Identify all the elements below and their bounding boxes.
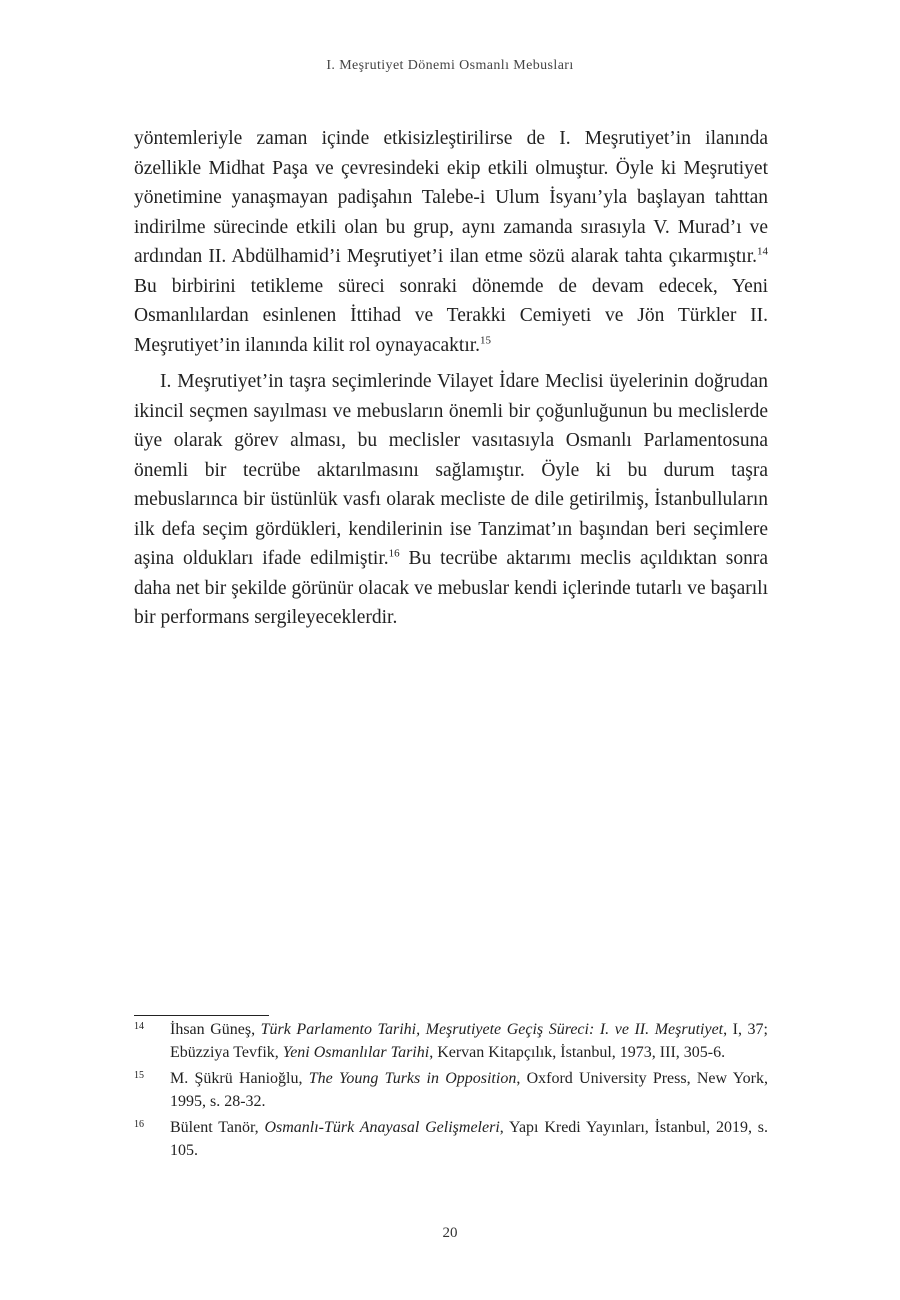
footnote-ref-16[interactable]: 16 — [388, 547, 400, 560]
page-number: 20 — [442, 1225, 458, 1241]
footnote-16 — [134, 1116, 768, 1162]
footnote-number: 16 — [134, 1119, 144, 1130]
footnote-title: Türk Parlamento Tarihi, Meşrutiyete Geçiş Süreci: I. ve II. Meşrutiyet — [260, 1021, 724, 1038]
body-text — [134, 124, 768, 633]
footnote-number: 14 — [134, 1021, 144, 1032]
footnote-number: 15 — [134, 1070, 144, 1081]
footnote-title: Osmanlı-Türk Anayasal Gelişmeleri — [264, 1119, 500, 1136]
footnote-title: Yeni Osmanlılar Tarihi — [282, 1044, 430, 1061]
paragraph-1-text-a: yöntemleriyle zaman içinde etkisizleştirilirse de I. Meşrutiyet’in ilanında özellikle Midhat Paşa ve çevresindeki ekip etkili olmuştur. Öyle ki Meşrutiyet yönetimine yanaşmayan padişahın Talebe-i Ulum İsyanı’yla başlayan tahttan indirilme sürecinde etkili olan bu grup, aynı zamanda sırasıyla V. Murad’ı ve ardından II. Abdülhamid’i Meşrutiyet’i ilan etme sözü alarak tahta çıkarmıştır. — [134, 128, 768, 267]
paragraph-1 — [134, 124, 768, 360]
footnote-15 — [134, 1067, 768, 1113]
paragraph-1-text-b: Bu birbirini tetikleme süreci sonraki dönemde de devam edecek, Yeni Osmanlılardan esinlenen İttihad ve Terakki Cemiyeti ve Jön Türkler II. Meşrutiyet’in ilanında kilit rol oynayacaktır. — [134, 275, 768, 356]
footnote-ref-15[interactable]: 15 — [480, 334, 492, 346]
footnote-author: İhsan Güneş, — [170, 1021, 261, 1038]
footnote-author: M. Şükrü Hanioğlu, — [170, 1070, 309, 1087]
footnote-text — [170, 1116, 768, 1162]
footnote-text — [170, 1018, 768, 1064]
running-head: I. Meşrutiyet Dönemi Osmanlı Mebusları — [326, 58, 574, 73]
footnote-text — [170, 1067, 768, 1113]
footnote-divider — [134, 1015, 269, 1016]
footnote-detail: , Oxford University Press, New York, 1995, s. 28-32. — [170, 1070, 768, 1110]
footnote-author: Bülent Tanör, — [170, 1119, 265, 1136]
footnote-detail: , Yapı Kredi Yayınları, İstanbul, 2019, s. 105. — [170, 1119, 769, 1159]
footnote-title: The Young Turks in Opposition — [308, 1070, 517, 1087]
footnote-detail: , Kervan Kitapçılık, İstanbul, 1973, III, 305-6. — [429, 1044, 726, 1061]
footnote-ref-14[interactable]: 14 — [757, 245, 768, 258]
footnote-14 — [134, 1018, 768, 1064]
paragraph-2 — [134, 367, 768, 633]
paragraph-2-text-b: Bu tecrübe aktarımı meclis açıldıktan sonra daha net bir şekilde görünür olacak ve mebuslar kendi içlerinde tutarlı ve başarılı bir performans sergileyeceklerdir. — [134, 548, 768, 628]
footnote-detail: , I, 37; Ebüzziya Tevfik, — [170, 1021, 769, 1061]
paragraph-2-text-a: I. Meşrutiyet’in taşra seçimlerinde Vilayet İdare Meclisi üyelerinin doğrudan ikincil seçmen sayılması ve mebusların önemli bir çoğunluğunun bu meclislerde üye olarak görev alması, bu meclisler vasıtasıyla Osmanlı Parlamentosuna önemli bir tecrübe aktarılmasını sağlamıştır. Öyle ki bu durum taşra mebuslarınca bir üstünlük vasfı olarak mecliste de dile getirilmiş, İstanbulluların ilk defa seçim gördükleri, kendilerinin ise Tanzimat’ın başından beri seçimlere aşina oldukları ifade edilmiştir. — [134, 371, 768, 569]
footnotes — [134, 1018, 768, 1165]
